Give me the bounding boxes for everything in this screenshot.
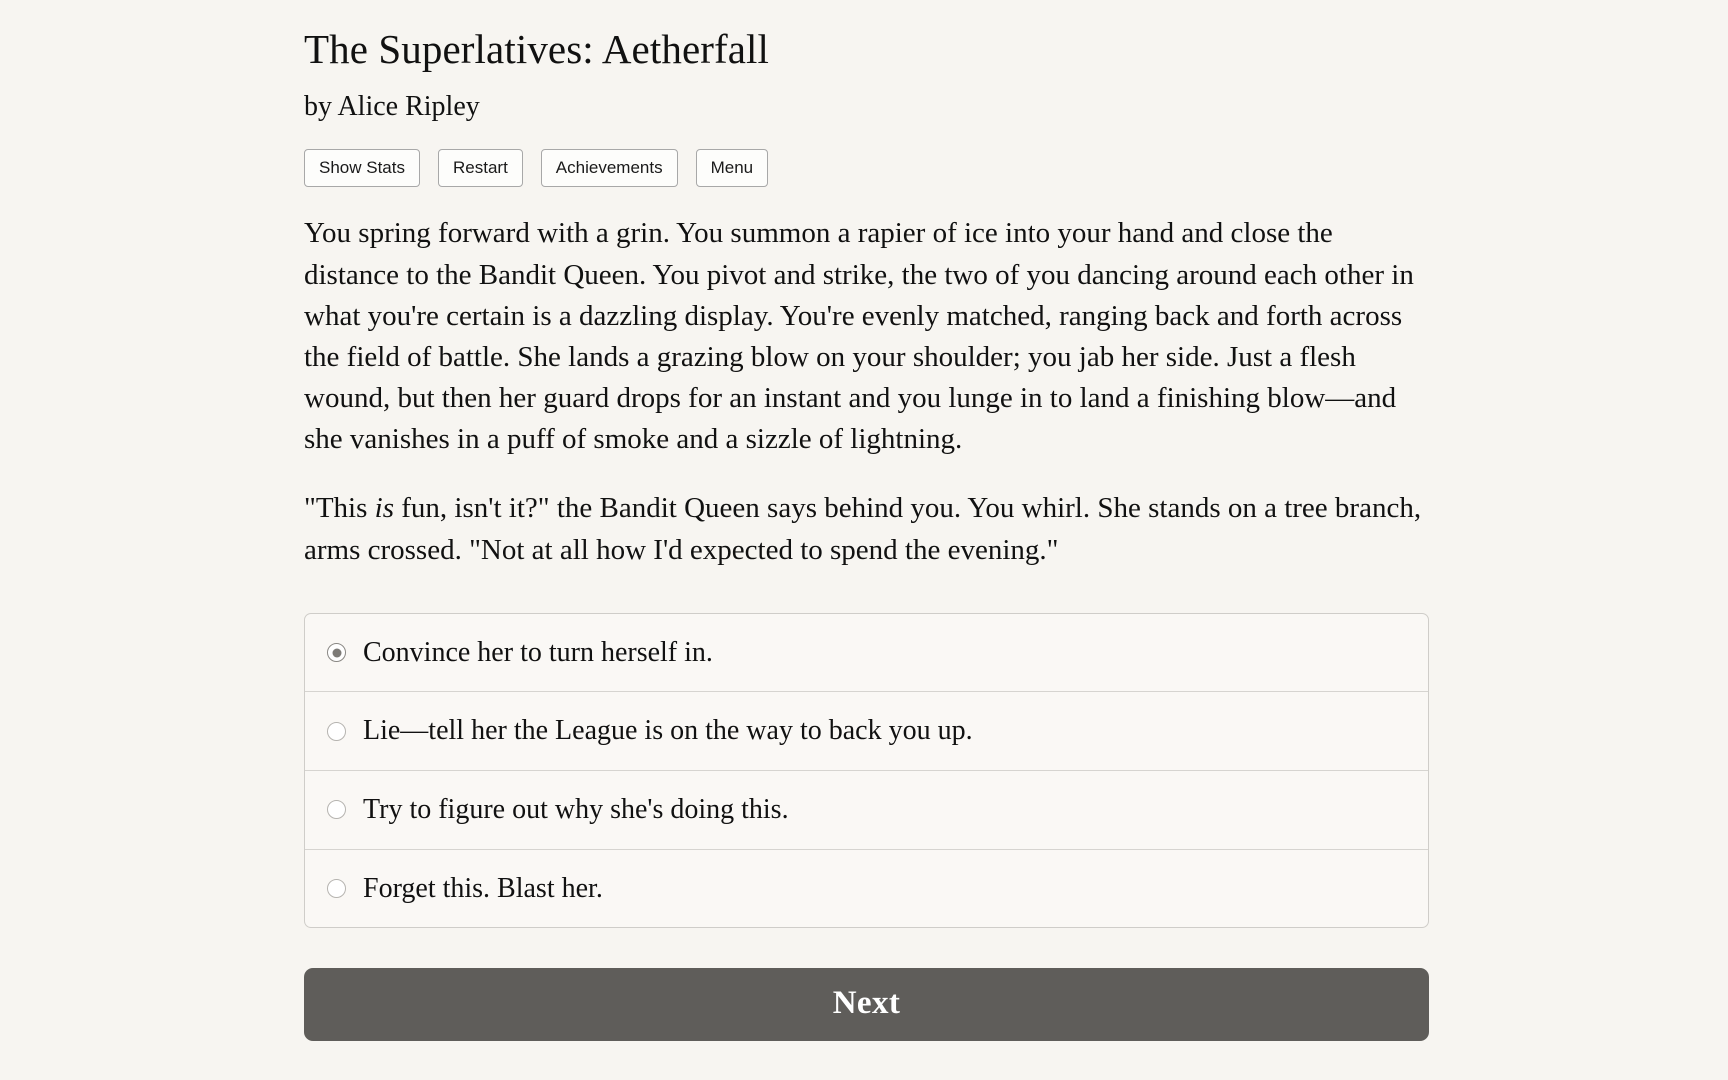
radio-icon[interactable]	[327, 643, 346, 662]
choice-label-2: Lie—tell her the League is on the way to back you up.	[363, 715, 973, 747]
choice-list	[304, 613, 1429, 928]
choice-option-3[interactable]	[305, 771, 1428, 850]
toolbar	[304, 149, 1429, 187]
author-byline: by Alice Ripley	[304, 91, 480, 123]
page-title: The Superlatives: Aetherfall	[304, 26, 770, 72]
choice-label-4: Forget this. Blast her.	[363, 872, 603, 904]
story-text	[304, 213, 1429, 570]
story-paragraph-2-part-2: fun, isn't it?" the Bandit Queen says behind you. You whirl. She stands on a tree branch, arms crossed. "Not at all how I'd expected to spend the evening."	[304, 492, 1422, 566]
radio-icon[interactable]	[327, 722, 346, 741]
choice-label-1: Convince her to turn herself in.	[363, 636, 713, 668]
choice-option-1[interactable]	[305, 614, 1428, 693]
radio-icon[interactable]	[327, 879, 346, 898]
show-stats-button[interactable]: Show Stats	[304, 149, 420, 187]
story-paragraph-1: You spring forward with a grin. You summon a rapier of ice into your hand and close the distance to the Bandit Queen. You pivot and strike, the two of you dancing around each other in what you're certain is a dazzling display. You're evenly matched, ranging back and forth across the field of battle. She lands a grazing blow on your shoulder; you jab her side. Just a flesh wound, but then her guard drops for an instant and you lunge in to land a finishing blow—and she vanishes in a puff of smoke and a sizzle of lightning.	[304, 217, 1414, 456]
next-button[interactable]: Next	[304, 968, 1429, 1041]
radio-icon[interactable]	[327, 800, 346, 819]
achievements-button[interactable]: Achievements	[541, 149, 678, 187]
choice-option-2[interactable]	[305, 692, 1428, 771]
choice-option-4[interactable]	[305, 850, 1428, 928]
menu-button[interactable]: Menu	[696, 149, 769, 187]
story-emphasis: is	[374, 492, 394, 525]
content-column	[299, 22, 1429, 1041]
choice-label-3: Try to figure out why she's doing this.	[363, 793, 789, 825]
story-paragraph-2-part-1: "This	[304, 492, 375, 525]
restart-button[interactable]: Restart	[438, 149, 523, 187]
story-paragraph-2	[304, 488, 1429, 570]
